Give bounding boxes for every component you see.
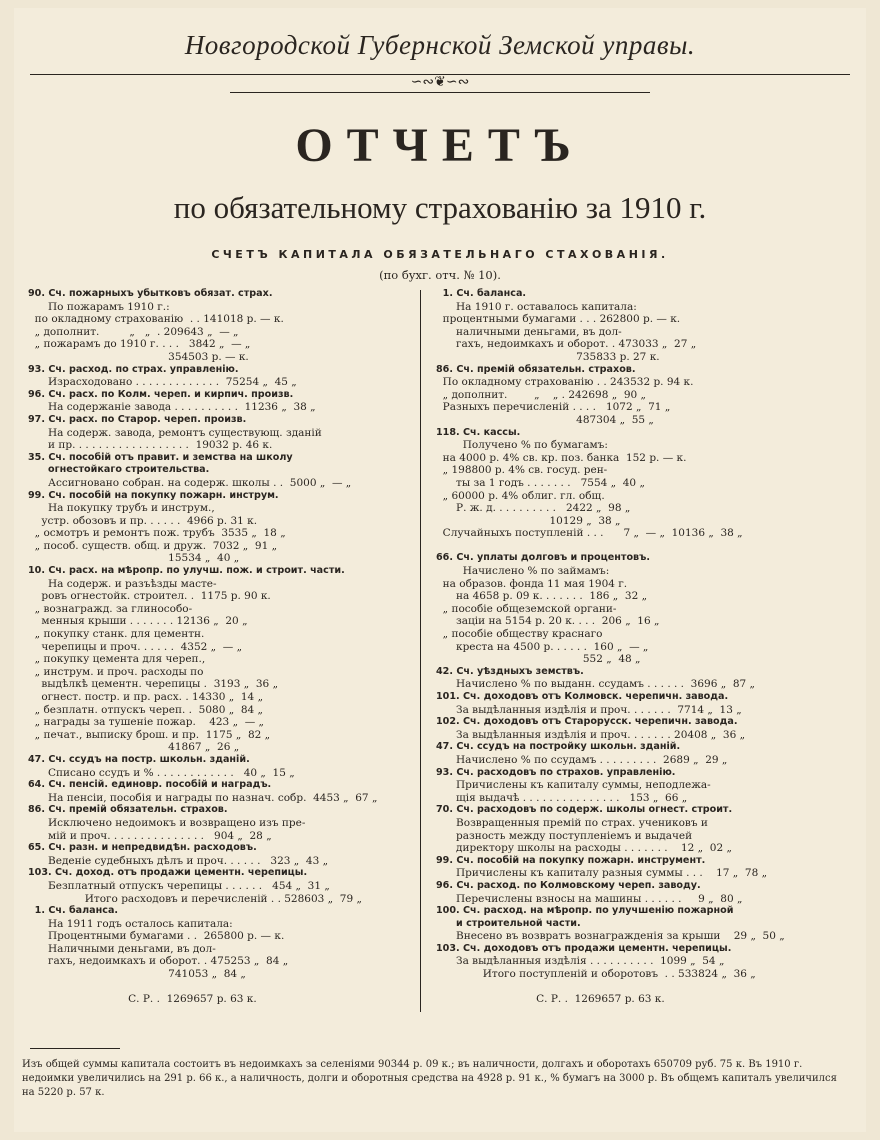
header-title: Новгородской Губернской Земской управы. [184, 30, 696, 60]
account-line [436, 981, 814, 994]
account-line: Разныхъ перечисленій . . . . 1072 „ 71 „ [436, 401, 671, 414]
account-line: Итого поступленій и оборотовъ . . 533824 „ 36 „ [436, 968, 756, 981]
account-title: СЧЕТЪ КАПИТАЛА ОБЯЗАТЕЛЬНАГО СТАХОВАНІЯ. [211, 248, 669, 261]
account-line: Веденіе судебныхъ дѣлъ и проч. . . . . . 323 „ 43 „ [28, 854, 329, 867]
account-heading: 93. Сч. расход. по страх. управленію. [28, 363, 239, 375]
account-line: ровъ огнестойк. строител. . 1175 р. 90 к. [28, 590, 271, 603]
account-line: 741053 „ 84 „ [28, 968, 246, 981]
account-heading: 66. Сч. уплаты долговъ и процентовъ. [436, 552, 650, 564]
account-line: Ассигновано собран. на содерж. школы . . 5000 „ — „ [28, 476, 352, 489]
account-line: Начислено % по ссудамъ . . . . . . . . . 2689 „ 29 „ [436, 753, 728, 766]
account-line: креста на 4500 р. . . . . . 160 „ — „ [436, 640, 649, 653]
account-line: За выдѣланныя издѣлія . . . . . . . . . . 1099 „ 54 „ [436, 955, 725, 968]
account-line: Перечислены взносы на машины . . . . . . 9 „ 80 „ [436, 892, 743, 905]
account-line: и пр. . . . . . . . . . . . . . . . . . 19032 р. 46 к. [28, 439, 273, 452]
account-line: „ дополнит. „ „ . 209643 „ — „ [28, 325, 239, 338]
account-heading: 1. Сч. баланса. [28, 905, 119, 917]
account-line: „ пособ. существ. общ. и друж. 7032 „ 91 „ [28, 539, 278, 552]
account-line: „ безплатн. отпускъ череп. . 5080 „ 84 „ [28, 703, 263, 716]
account-line: ты за 1 годъ . . . . . . . 7554 „ 40 „ [436, 476, 645, 489]
account-heading: 96. Сч. расход. по Колмовскому череп. заводу. [436, 879, 701, 891]
account-line: щія выдачѣ . . . . . . . . . . . . . . . 153 „ 66 „ [436, 791, 688, 804]
account-line: С. Р. . 1269657 р. 63 к. [28, 993, 257, 1006]
account-line: 735833 р. 27 к. [436, 350, 660, 363]
account-line: директору школы на расходы . . . . . . . 12 „ 02 „ [436, 842, 732, 855]
account-heading: огнестойкаго строительства. [28, 464, 210, 476]
account-line: Внесено въ возвратъ вознагражденія за крыши 29 „ 50 „ [436, 930, 785, 943]
account-line: заціи на 5154 р. 20 к. . . . 206 „ 16 „ [436, 615, 660, 628]
account-line: Причислены къ капиталу разныя суммы . . . 17 „ 78 „ [436, 867, 768, 880]
account-heading: 100. Сч. расход. на мѣропр. по улучшенію пожарной [436, 905, 734, 917]
account-line: Возвращенныя премій по страх. учениковъ и [436, 816, 708, 829]
account-heading: 101. Сч. доходовъ отъ Колмовск. черепичн. завода. [436, 691, 729, 702]
account-line: Случайныхъ поступленій . . . 7 „ — „ 10136 „ 38 „ [436, 527, 743, 540]
account-heading: 42. Сч. уѣздныхъ земствъ. [436, 665, 584, 677]
account-line: на 4000 р. 4% св. кр. поз. банка 152 р. — к. [436, 451, 687, 464]
account-heading: 86. Сч. премій обязательн. страхов. [436, 363, 636, 375]
account-line: На содержаніе завода . . . . . . . . . . 11236 „ 38 „ [28, 401, 316, 414]
account-heading: 93. Сч. расходовъ по страхов. управленію. [436, 766, 676, 778]
account-heading: 99. Сч. пособій на покупку пожарн. инструмент. [436, 854, 706, 866]
right-column-receipts [436, 288, 814, 1006]
footnote: Изъ общей суммы капитала состоитъ въ недоимкахъ за селеніями 90344 р. 09 к.; въ наличности, долгахъ и оборотахъ 650709 руб. 75 к. Въ 1910 г. недоимки увеличились на 291 р. 66 к., а наличность, долги и оборотныя средства на 4928 р. 91 к., % бумагъ на 3000 р. Въ общемъ капиталъ увеличился на 5220 р. 57 к. [22, 1059, 837, 1098]
account-line: „ 198800 р. 4% св. госуд. рен- [436, 464, 608, 477]
account-heading: 1. Сч. баланса. [436, 288, 527, 299]
account-heading: 47. Сч. ссудъ на постройку школьн. зданій. [436, 741, 681, 753]
account-line: 10129 „ 38 „ [436, 514, 621, 527]
account-line: гахъ, недоимкахъ и оборот. . 473033 „ 27 „ [436, 338, 697, 351]
account-line: Начислено % по выданн. ссудамъ . . . . . . 3696 „ 87 „ [436, 678, 755, 691]
account-line: На покупку трубъ и инструм., [28, 502, 215, 515]
account-line: По окладному страхованію . . 243532 р. 94 к. [436, 376, 694, 389]
column-divider [420, 290, 421, 1012]
account-line: на 4658 р. 09 к. . . . . . . 186 „ 32 „ [436, 590, 648, 603]
left-column-expenses [28, 288, 406, 1006]
account-line: „ пожарамъ до 1910 г. . . . 3842 „ — „ [28, 338, 251, 351]
account-heading: 47. Сч. ссудъ на постр. школьн. зданій. [28, 753, 250, 765]
report-title: ОТЧЕТЪ [295, 119, 585, 172]
account-heading: 102. Сч. доходовъ отъ Старорусск. черепичн. завода. [436, 716, 738, 728]
account-line: На содерж. и разъѣзды масте- [28, 577, 217, 590]
account-line: Причислены къ капиталу суммы, неподлежа- [436, 779, 711, 792]
account-heading: 90. Сч. пожарныхъ убытковъ обязат. страх. [28, 288, 273, 299]
account-line: Наличными деньгами, въ дол- [28, 942, 216, 955]
account-line: „ пособіе общеземской органи- [436, 602, 617, 615]
account-line: Процентными бумагами . . 265800 р. — к. [28, 930, 285, 943]
account-heading: и строительной части. [436, 917, 581, 929]
account-line: „ награды за тушеніе пожар. 423 „ — „ [28, 716, 264, 729]
account-line: выдѣлкѣ цементн. черепицы . 3193 „ 36 „ [28, 678, 279, 691]
account-line: Итого расходовъ и перечисленій . . 528603 „ 79 „ [28, 892, 362, 905]
account-line: Р. ж. д. . . . . . . . . . 2422 „ 98 „ [436, 502, 631, 515]
account-line: По пожарамъ 1910 г.: [28, 300, 170, 313]
report-subtitle: по обязательному страхованію за 1910 г. [173, 190, 707, 225]
account-line: менныя крыши . . . . . . . 12136 „ 20 „ [28, 615, 248, 628]
account-heading: 35. Сч. пособій отъ правит. и земства на школу [28, 451, 293, 463]
account-heading: 86. Сч. премій обязательн. страхов. [28, 804, 228, 816]
account-line: 354503 р. — к. [28, 350, 249, 363]
account-line: На пенсіи, пособія и награды по назнач. собр. 4453 „ 67 „ [28, 791, 378, 804]
account-line: на образов. фонда 11 мая 1904 г. [436, 577, 628, 590]
account-heading: 70. Сч. расходовъ по содерж. школы огнест. строит. [436, 804, 733, 816]
account-line [28, 981, 406, 994]
account-line: „ инструм. и проч. расходы по [28, 665, 204, 678]
account-line: процентными бумагами . . . 262800 р. — к. [436, 313, 681, 326]
account-line: На содерж. завода, ремонтъ существующ. зданій [28, 426, 322, 439]
account-line: Израсходовано . . . . . . . . . . . . . 75254 „ 45 „ [28, 376, 297, 389]
account-line: 487304 „ 55 „ [436, 413, 654, 426]
account-line: 15534 „ 40 „ [28, 552, 240, 565]
account-line: по окладному страхованію . . 141018 р. — к. [28, 313, 284, 326]
account-line: „ дополнит. „ „ . 242698 „ 90 „ [436, 388, 646, 401]
account-line: Получено % по бумагамъ: [436, 439, 608, 452]
account-heading: 97. Сч. расх. по Старор. череп. произв. [28, 413, 247, 425]
account-line: Начислено % по займамъ: [436, 565, 610, 578]
account-heading: 99. Сч. пособій на покупку пожарн. инструм. [28, 489, 279, 501]
account-line: За выдѣланныя издѣлія и проч. . . . . . . 20408 „ 36 „ [436, 728, 746, 741]
account-line: С. Р. . 1269657 р. 63 к. [436, 993, 665, 1006]
account-line: На 1910 г. оставалось капитала: [436, 300, 637, 313]
account-line: устр. обозовъ и пр. . . . . . 4966 р. 31 к. [28, 514, 258, 527]
account-line: разность между поступленіемъ и выдачей [436, 829, 693, 842]
account-line: 41867 „ 26 „ [28, 741, 240, 754]
account-line: „ пособіе обществу краснаго [436, 628, 603, 641]
account-line: огнест. постр. и пр. расх. . 14330 „ 14 „ [28, 691, 264, 703]
account-heading: 10. Сч. расх. на мѣропр. по улучш. пож. и строит. части. [28, 565, 345, 577]
account-heading: 118. Сч. кассы. [436, 426, 521, 438]
account-heading: 103. Сч. доход. отъ продажи цементн. черепицы. [28, 867, 308, 879]
page-header [0, 30, 880, 61]
account-line: Исключено недоимокъ и возвращено изъ пре- [28, 816, 306, 829]
account-line: мій и проч. . . . . . . . . . . . . . . 904 „ 28 „ [28, 829, 272, 842]
account-line: Безплатный отпускъ черепицы . . . . . . 454 „ 31 „ [28, 879, 330, 892]
account-heading: 64. Сч. пенсій. единовр. пособій и наградъ. [28, 779, 272, 791]
account-heading: 96. Сч. расх. по Колм. череп. и кирпич. произв. [28, 388, 294, 400]
header-rule-bottom [230, 92, 650, 93]
account-line: наличными деньгами, въ дол- [436, 325, 622, 338]
account-line: „ 60000 р. 4% облиг. гл. общ. [436, 489, 605, 502]
account-line: „ покупку станк. для цементн. [28, 628, 205, 641]
account-line: За выдѣланныя издѣлія и проч. . . . . . . 7714 „ 13 „ [436, 703, 742, 716]
account-subtitle: (по бухг. отч. № 10). [379, 268, 501, 282]
account-line: черепицы и проч. . . . . . 4352 „ — „ [28, 640, 243, 653]
footnote-rule [30, 1048, 120, 1049]
account-line [436, 540, 814, 553]
account-line: „ покупку цемента для череп., [28, 653, 206, 666]
ornament: ∽∾❦∽∾ [410, 74, 470, 90]
account-line: Списано ссудъ и % . . . . . . . . . . . . 40 „ 15 „ [28, 766, 295, 779]
account-line: гахъ, недоимкахъ и оборот. . 475253 „ 84 „ [28, 955, 289, 968]
account-line: „ печат., выписку брош. и пр. 1175 „ 82 „ [28, 728, 271, 741]
account-line: На 1911 годъ осталось капитала: [28, 917, 233, 930]
account-line: „ вознагражд. за глинособо- [28, 602, 193, 615]
account-line: „ осмотръ и ремонтъ пож. трубъ 3535 „ 18 „ [28, 527, 286, 540]
account-heading: 65. Сч. разн. и непредвидѣн. расходовъ. [28, 842, 257, 854]
account-heading: 103. Сч. доходовъ отъ продажи цементн. черепицы. [436, 942, 732, 954]
account-line: 552 „ 48 „ [436, 653, 641, 666]
